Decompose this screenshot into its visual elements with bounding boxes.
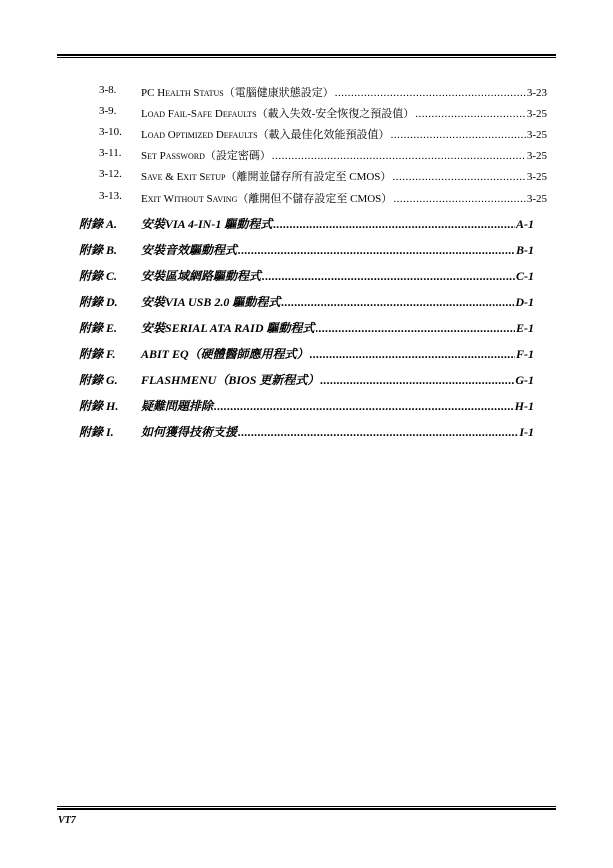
leader-dots <box>272 150 526 162</box>
section-number: 3-10. <box>99 126 122 138</box>
page-number: 3-25 <box>526 108 547 120</box>
appendix-title: 安裝音效驅動程式 <box>141 243 238 257</box>
section-title-zh: （載入最佳化效能預設值） <box>257 129 390 141</box>
page-number: 3-25 <box>526 193 547 205</box>
leader-dots <box>320 373 514 388</box>
section-number: 3-13. <box>99 190 122 202</box>
section-number: 3-12. <box>99 168 122 180</box>
leader-dots <box>238 425 518 440</box>
section-number: 3-11. <box>99 147 122 159</box>
appendix-label: 附錄 F. <box>79 347 116 361</box>
section-title: Load Fail-Safe Defaults <box>141 108 257 120</box>
section-title-zh: （設定密碼） <box>204 150 271 162</box>
section-title-zh: （載入失效-安全恢復之預設值） <box>256 108 415 120</box>
section-title-zh: （離開但不儲存設定至 CMOS） <box>237 193 393 205</box>
page-number: E-1 <box>516 321 534 335</box>
section-title: PC Health Status <box>141 87 224 99</box>
appendix-title: 安裝VIA USB 2.0 驅動程式 <box>141 295 281 309</box>
appendix-label: 附錄 I. <box>79 425 114 439</box>
leader-dots <box>238 243 515 258</box>
leader-dots <box>316 321 516 336</box>
leader-dots <box>415 108 526 120</box>
appendix-title: 如何獲得技術支援 <box>141 425 238 439</box>
appendix-title: FLASHMENU（BIOS 更新程式） <box>141 373 320 387</box>
page-number: 3-25 <box>526 171 547 183</box>
page-number: B-1 <box>516 243 534 257</box>
page-number: H-1 <box>514 399 534 413</box>
section-title: Set Password <box>141 150 205 162</box>
page-number: C-1 <box>516 269 534 283</box>
appendix-label: 附錄 D. <box>79 295 118 309</box>
appendix-title: 安裝SERIAL ATA RAID 驅動程式 <box>141 321 315 335</box>
section-title-zh: （離開並儲存所有設定至 CMOS） <box>225 171 392 183</box>
leader-dots <box>335 87 526 99</box>
appendix-title: 疑難問題排除 <box>141 399 214 413</box>
page-number: F-1 <box>516 347 534 361</box>
section-title: Load Optimized Defaults <box>141 129 258 141</box>
page-number: 3-23 <box>526 87 547 99</box>
page-number: 3-25 <box>526 129 547 141</box>
page-number: 3-25 <box>526 150 547 162</box>
appendix-label: 附錄 B. <box>79 243 118 257</box>
header-rule <box>57 54 556 58</box>
appendix-label: 附錄 A. <box>79 217 118 231</box>
page-number: G-1 <box>515 373 534 387</box>
page-number: A-1 <box>516 217 534 231</box>
leader-dots <box>273 217 515 232</box>
leader-dots <box>393 193 526 205</box>
leader-dots <box>262 269 515 284</box>
appendix-label: 附錄 G. <box>79 373 118 387</box>
appendix-title: 安裝區域網路驅動程式 <box>141 269 262 283</box>
section-title: Exit Without Saving <box>141 193 238 205</box>
section-number: 3-8. <box>99 84 117 96</box>
appendix-title: 安裝VIA 4-IN-1 驅動程式 <box>141 217 273 231</box>
leader-dots <box>310 347 515 362</box>
leader-dots <box>214 399 514 414</box>
leader-dots <box>391 129 526 141</box>
appendix-title: ABIT EQ（硬體醫師應用程式） <box>141 347 309 361</box>
section-title-zh: （電腦健康狀態設定） <box>223 87 334 99</box>
section-number: 3-9. <box>99 105 117 117</box>
appendix-label: 附錄 C. <box>79 269 118 283</box>
footer-rule <box>57 806 556 810</box>
appendix-label: 附錄 H. <box>79 399 119 413</box>
section-title: Save & Exit Setup <box>141 171 226 183</box>
footer-model: VT7 <box>58 815 76 826</box>
appendix-label: 附錄 E. <box>79 321 118 335</box>
page-number: I-1 <box>519 425 534 439</box>
page-number: D-1 <box>515 295 534 309</box>
leader-dots <box>281 295 514 310</box>
leader-dots <box>392 171 525 183</box>
